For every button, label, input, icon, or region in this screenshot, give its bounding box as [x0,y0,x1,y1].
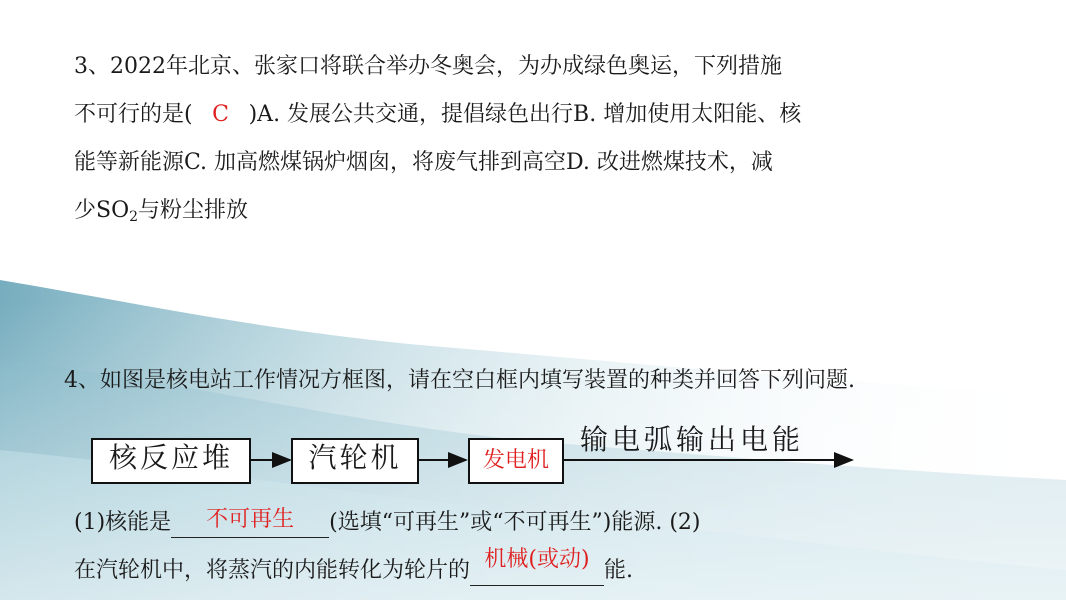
q4-part-1-prefix: (1)核能是 [74,510,172,535]
output-label: 输电弧输出电能 [580,423,805,456]
q3-line-4-suffix: 与粉尘排放 [138,198,249,223]
box-steam-turbine: 汽轮机 [291,438,419,484]
box-nuclear-reactor: 核反应堆 [91,438,251,484]
q4-part-1-blank [171,507,329,538]
q3-line-2-prefix: 不可行的是( [74,102,193,127]
q4-part-1-answer: 不可再生 [206,507,295,532]
q4-part-2-answer: 机械(或动) [484,547,590,572]
q4-part-1 [74,508,700,538]
q4-part-2 [74,547,634,586]
q3-answer: C [212,102,230,127]
q4-part-2-blank [470,547,604,586]
q3-line-3: 能等新能源C. 加高燃煤锅炉烟囱，将废气排到高空D. 改进燃煤技术，减 [74,150,773,175]
q3-line-1: 3、2022年北京、张家口将联合举办冬奥会，为办成绿色奥运，下列措施 [74,54,782,79]
q3-line-4-prefix: 少SO [74,198,130,223]
q4-stem: 4、如图是核电站工作情况方框图，请在空白框内填写装置的种类并回答下列问题. [64,368,855,393]
box-generator-answer: 发电机 [468,438,564,484]
q4-part-2-suffix: 能. [604,558,634,583]
q3-line-4-subscript: 2 [129,209,139,225]
q4-part-2-prefix: 在汽轮机中，将蒸汽的内能转化为轮片的 [74,558,471,583]
q3-line-2-suffix: )A. 发展公共交通，提倡绿色出行B. 增加使用太阳能、核 [248,102,802,127]
q4-part-1-suffix: (选填“可再生”或“不可再生”)能源. (2) [329,510,701,535]
